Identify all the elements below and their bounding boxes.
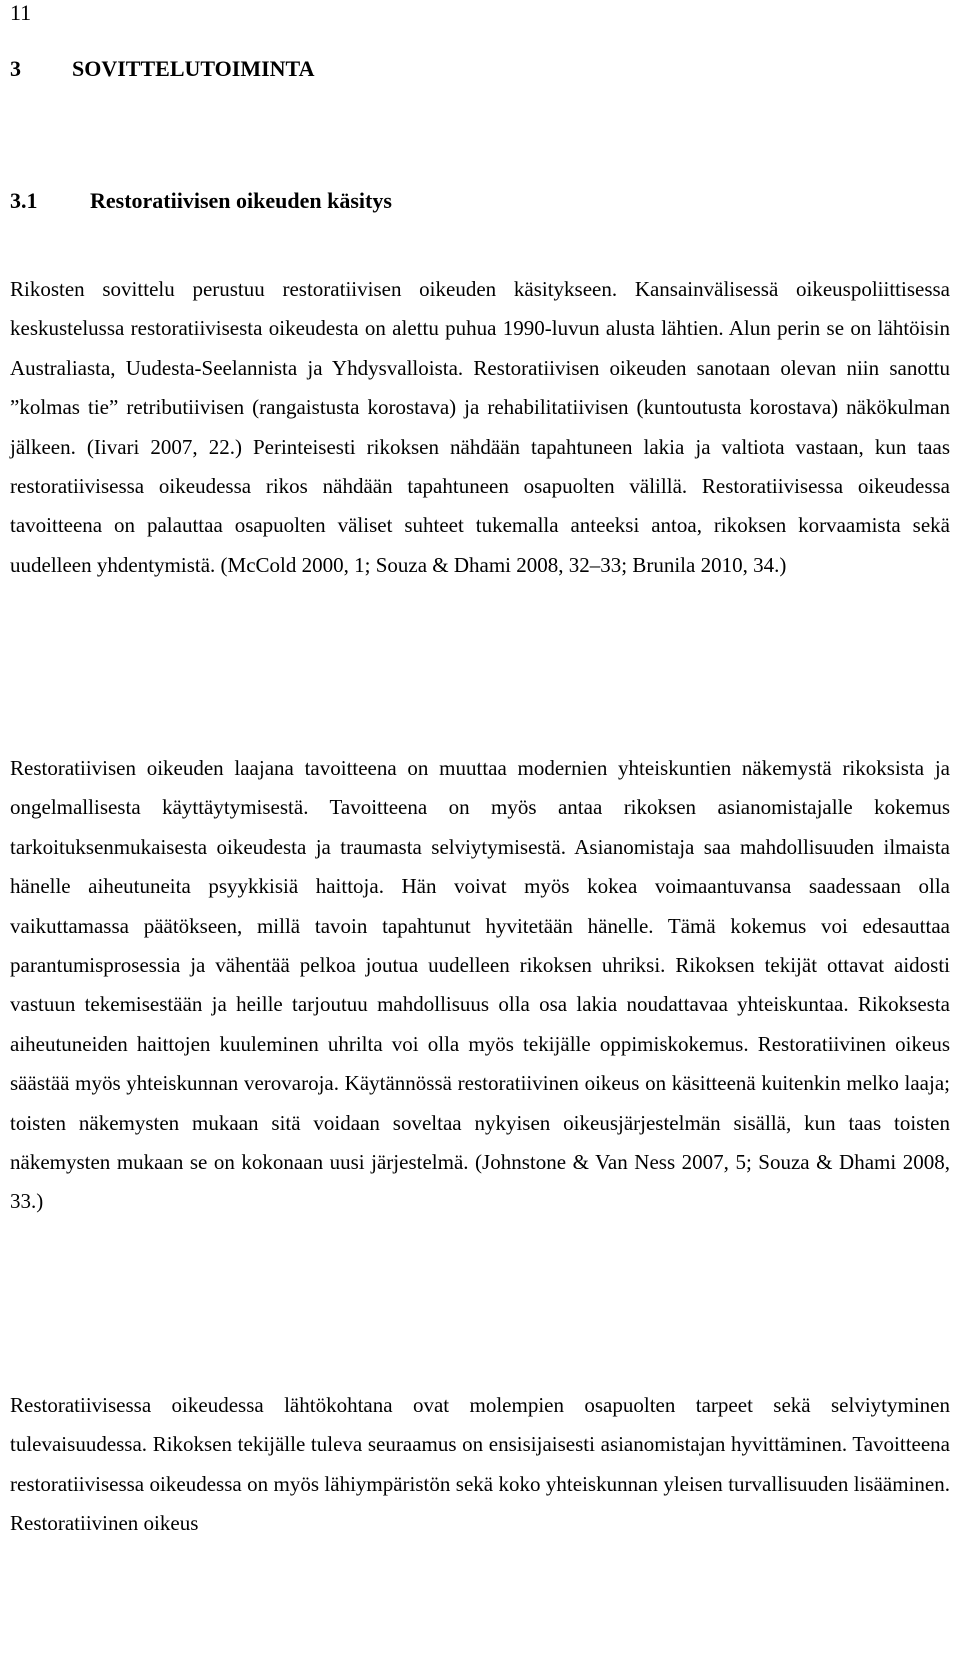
section-title: Restoratiivisen oikeuden käsitys — [90, 188, 392, 213]
page-number: 11 — [10, 0, 32, 25]
chapter-title: SOVITTELUTOIMINTA — [72, 56, 315, 81]
paragraph-3: Restoratiivisessa oikeudessa lähtökohtana ovat molempien osapuolten tarpeet sekä selviytyminen tulevaisuudessa. Rikoksen tekijälle tuleva seuraamus on ensisijaisesti asianomistajan hyvittäminen. Tavoitteena restoratiivisessa oikeudessa on myös lähiympäristön sekä koko yhteiskunnan yleisen turvallisuuden lisääminen. Restoratiivinen oikeus — [10, 1393, 950, 1536]
chapter-heading — [10, 56, 314, 82]
section-number: 3.1 — [10, 188, 38, 213]
chapter-number: 3 — [10, 56, 21, 81]
section-heading — [10, 188, 392, 214]
paragraph-2: Restoratiivisen oikeuden laajana tavoitteena on muuttaa modernien yhteiskuntien näkemystä rikoksista ja ongelmallisesta käyttäytymisestä. Tavoitteena on myös antaa rikoksen asianomistajalle kokemus tarkoituksenmukaisesta oikeudesta ja traumasta selviytymisestä. Asianomistaja saa mahdollisuuden ilmaista hänelle aiheutuneita psyykkisiä haittoja. Hän voivat myös kokea voimaantuvansa saadessaan olla vaikuttamassa päätökseen, millä tavoin tapahtunut hyvitetään hänelle. Tämä kokemus voi edesauttaa parantumisprosessia ja vähentää pelkoa joutua uudelleen rikoksen uhriksi. Rikoksen tekijät ottavat aidosti vastuun tekemisestään ja heille tarjoutuu mahdollisuus olla osa lakia noudattavaa yhteiskuntaa. Rikoksesta aiheutuneiden haittojen kuuleminen uhrilta voi olla myös tekijälle oppimiskokemus. Restoratiivinen oikeus säästää myös yhteiskunnan verovaroja. Käytännössä restoratiivinen oikeus on käsitteenä kuitenkin melko laaja; toisten näkemysten mukaan sitä voidaan soveltaa nykyisen oikeusjärjestelmän sisällä, kun taas toisten näkemysten mukaan se on kokonaan uusi järjestelmä. (Johnstone & Van Ness 2007, 5; Souza & Dhami 2008, 33.) — [10, 756, 950, 1214]
paragraph-1: Rikosten sovittelu perustuu restoratiivisen oikeuden käsitykseen. Kansainvälisessä oikeuspoliittisessa keskustelussa restoratiivisesta oikeudesta on alettu puhua 1990-luvun alusta lähtien. Alun perin se on lähtöisin Australiasta, Uudesta-Seelannista ja Yhdysvalloista. Restoratiivisen oikeuden sanotaan olevan niin sanottu ”kolmas tie” retributiivisen (rangaistusta korostava) ja rehabilitatiivisen (kuntoutusta korostava) näkökulman jälkeen. (Iivari 2007, 22.) Perinteisesti rikoksen nähdään tapahtuneen lakia ja valtiota vastaan, kun taas restoratiivisessa oikeudessa rikos nähdään tapahtuneen osapuolten välillä. Restoratiivisessa oikeudessa tavoitteena on palauttaa osapuolten väliset suhteet tukemalla anteeksi antoa, rikoksen korvaamista sekä uudelleen yhdentymistä. (McCold 2000, 1; Souza & Dhami 2008, 32–33; Brunila 2010, 34.) — [10, 277, 950, 577]
